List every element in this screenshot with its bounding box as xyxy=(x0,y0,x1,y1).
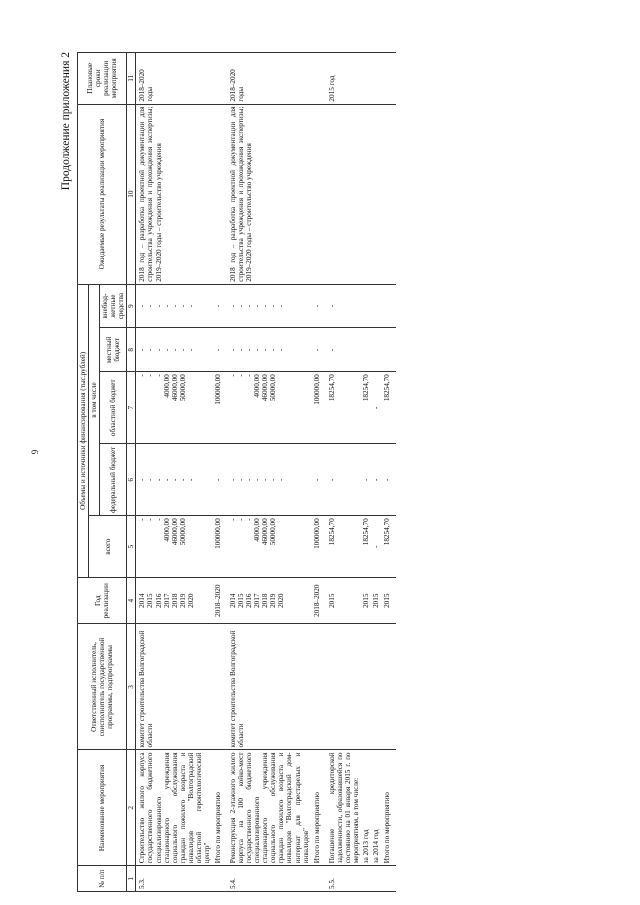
row-number: 5.4. xyxy=(227,866,311,892)
header-local: местный бюджет xyxy=(100,328,127,372)
local-value: - xyxy=(138,348,147,352)
year-value: 2014 xyxy=(138,593,147,608)
row-number: 5.5. xyxy=(326,866,361,892)
federal-value: - xyxy=(277,478,286,481)
local-list xyxy=(227,328,311,372)
year-value: 2016 xyxy=(154,593,163,608)
year-value: 2015 xyxy=(146,593,155,608)
year-value: 2017 xyxy=(253,593,262,608)
column-number: 11 xyxy=(127,53,136,105)
local-value: - xyxy=(237,348,246,352)
federal-value: - xyxy=(138,478,147,481)
column-number: 9 xyxy=(127,284,136,328)
table-row xyxy=(212,53,227,892)
total-local: - xyxy=(212,328,227,372)
extra-value: - xyxy=(146,304,155,308)
column-number: 4 xyxy=(127,578,136,624)
regional-value: 46000,00 xyxy=(261,374,270,402)
extra-value: - xyxy=(261,304,270,308)
total-federal: - xyxy=(212,444,227,516)
federal-value: - xyxy=(237,478,246,481)
total-sum: 100000,00 xyxy=(311,516,326,578)
extra-value: - xyxy=(178,304,187,308)
column-number: 1 xyxy=(127,866,136,892)
federal-value: - xyxy=(269,478,278,481)
extra-value: - xyxy=(138,304,147,308)
total-value: 18254,70 xyxy=(326,516,361,578)
total-label: Итого по мероприятию xyxy=(311,750,326,866)
total-label: Итого по мероприятию xyxy=(381,750,396,866)
executor: комитет строительства Волгоградской области xyxy=(136,624,212,750)
column-number: 5 xyxy=(127,516,136,578)
federal-value: - xyxy=(229,478,237,481)
expected-results: 2018 год – разработка проектной документации для строительства учреждения и прохождения экспертизы; 2019–2020 годы – строительство учреждения xyxy=(227,104,311,284)
local-value: - xyxy=(253,348,262,352)
planned-terms: 2018–2020 годы xyxy=(227,53,311,105)
year-value: 2019 xyxy=(269,593,278,608)
local-value: - xyxy=(178,348,187,352)
extra-list xyxy=(227,284,311,328)
total-sum: 100000,00 xyxy=(212,516,227,578)
total-list xyxy=(227,516,311,578)
regional-value: - xyxy=(154,374,163,377)
regional-value: - xyxy=(237,374,246,377)
regional-value: 4000,00 xyxy=(253,374,262,398)
total-value: 46000,00 xyxy=(261,518,270,546)
extra-value: - xyxy=(170,304,179,308)
regional-list xyxy=(136,372,212,444)
total-value: 46000,00 xyxy=(170,518,179,546)
rotated-sheet xyxy=(60,52,635,892)
total-value: - xyxy=(237,518,246,521)
extra-value: - xyxy=(245,304,254,308)
table-row xyxy=(361,53,371,892)
measure-name: Погашение кредиторской задолженности, образовавшейся по состоянию на 01 января 2015 г. по мероприятиям, в том числе: xyxy=(326,750,361,866)
header-executor: Ответственный исполнитель, соисполнитель государственной программы, подпрограммы xyxy=(78,624,127,750)
regional-value: - xyxy=(146,374,155,377)
federal-list xyxy=(227,444,311,516)
regional-value: - xyxy=(371,372,381,444)
table-row xyxy=(326,53,361,892)
total-value: - xyxy=(146,518,155,521)
local-value: - xyxy=(186,348,195,352)
total-value: - xyxy=(371,516,381,578)
regional-value: 50000,00 xyxy=(178,374,187,402)
year-list xyxy=(227,578,311,624)
federal-value: - xyxy=(186,478,195,481)
expected-results: 2018 год – разработка проектной документации для строительства учреждения и прохождения экспертизы; 2019–2020 годы – строительство учреждения xyxy=(136,104,212,284)
year-value: 2014 xyxy=(229,593,237,608)
federal-value: - xyxy=(178,478,187,481)
header-name: Наименование мероприятия xyxy=(78,750,127,866)
total-value: 50000,00 xyxy=(178,518,187,546)
regional-list xyxy=(227,372,311,444)
total-value: 18254,70 xyxy=(361,516,371,578)
local-value: - xyxy=(245,348,254,352)
header-federal: федеральный бюджет xyxy=(100,444,127,516)
total-federal: - xyxy=(381,444,396,516)
total-year: 2015 xyxy=(381,578,396,624)
federal-value: - xyxy=(154,478,163,481)
column-number-row xyxy=(127,53,136,892)
local-value: - xyxy=(146,348,155,352)
year-value: 2020 xyxy=(186,593,195,608)
total-value: - xyxy=(138,518,147,521)
extra-value: - xyxy=(269,304,278,308)
year-value: 2015 xyxy=(371,578,381,624)
federal-value: - xyxy=(326,444,361,516)
regional-value: 18254,70 xyxy=(361,372,371,444)
local-value: - xyxy=(162,348,171,352)
extra-value: - xyxy=(229,304,237,308)
federal-value: - xyxy=(146,478,155,481)
planned-terms: 2018–2020 годы xyxy=(136,53,212,105)
federal-value: - xyxy=(253,478,262,481)
total-local: - xyxy=(311,328,326,372)
planned-terms: 2015 год xyxy=(326,53,361,105)
total-extra: - xyxy=(212,284,227,328)
sub-label: за 2014 год xyxy=(371,750,381,866)
appendix-title: Продолжение приложения 2 xyxy=(60,52,72,191)
year-value: 2020 xyxy=(277,593,286,608)
total-value: 4000,00 xyxy=(253,518,262,542)
year-value: 2019 xyxy=(178,593,187,608)
header-terms: Плановые сроки реализации мероприятия xyxy=(78,53,127,105)
table-row xyxy=(371,53,381,892)
table-row xyxy=(381,53,396,892)
column-number: 10 xyxy=(127,104,136,284)
row-number: 5.3. xyxy=(136,866,212,892)
total-regional: 100000,00 xyxy=(212,372,227,444)
local-value: - xyxy=(229,348,237,352)
executor: комитет строительства Волгоградской области xyxy=(227,624,311,750)
header-incl: в том числе xyxy=(89,284,100,516)
total-year: 2018–2020 xyxy=(212,578,227,624)
regional-value: - xyxy=(245,374,254,377)
column-number: 6 xyxy=(127,444,136,516)
federal-value: - xyxy=(261,478,270,481)
year-value: 2015 xyxy=(361,578,371,624)
regional-value: - xyxy=(138,374,147,377)
local-list xyxy=(136,328,212,372)
total-value: - xyxy=(229,518,237,521)
total-value: 4000,00 xyxy=(162,518,171,542)
federal-value: - xyxy=(162,478,171,481)
total-value: - xyxy=(154,518,163,521)
year-value: 2016 xyxy=(245,593,254,608)
header-results: Ожидаемые результаты реализации мероприятия xyxy=(78,104,127,284)
regional-value: 50000,00 xyxy=(269,374,278,402)
total-federal: - xyxy=(311,444,326,516)
regional-value: - xyxy=(229,374,237,377)
total-regional: 18254,70 xyxy=(381,372,396,444)
header-year: Год реализации xyxy=(78,578,127,624)
extra-value: - xyxy=(277,304,286,308)
column-number: 2 xyxy=(127,750,136,866)
extra-list xyxy=(136,284,212,328)
extra-value: - xyxy=(326,284,361,328)
federal-value: - xyxy=(361,444,371,516)
total-sum: 18254,70 xyxy=(381,516,396,578)
federal-value: - xyxy=(170,478,179,481)
total-label: Итого по мероприятию xyxy=(212,750,227,866)
local-value: - xyxy=(154,348,163,352)
measure-name: Строительство жилого корпуса государственного бюджетного специализированного стационарного учреждения социального обслуживания граждан пожилого возраста и инвалидов "Волгоградский областной геронтологический центр" xyxy=(136,750,212,866)
local-value: - xyxy=(170,348,179,352)
regional-value: 4000,00 xyxy=(162,374,171,398)
federal-value: - xyxy=(245,478,254,481)
total-extra: - xyxy=(311,284,326,328)
sub-label: за 2013 год xyxy=(361,750,371,866)
regional-value: 18254,70 xyxy=(326,372,361,444)
regional-value: 46000,00 xyxy=(170,374,179,402)
total-regional: 100000,00 xyxy=(311,372,326,444)
header-no: № п/п xyxy=(78,866,127,892)
extra-value: - xyxy=(154,304,163,308)
table-row xyxy=(227,53,311,892)
column-number: 3 xyxy=(127,624,136,750)
local-value: - xyxy=(326,328,361,372)
table-row xyxy=(311,53,326,892)
local-value: - xyxy=(261,348,270,352)
total-list xyxy=(136,516,212,578)
header-finance: Объемы и источники финансирования (тыс.рублей) xyxy=(78,284,89,577)
column-number: 7 xyxy=(127,372,136,444)
header-total: всего xyxy=(89,516,127,578)
table-row xyxy=(136,53,212,892)
program-table xyxy=(77,52,396,892)
federal-value: - xyxy=(371,444,381,516)
year-list xyxy=(136,578,212,624)
year-value: 2015 xyxy=(237,593,246,608)
header-regional: областной бюджет xyxy=(100,372,127,444)
year-value: 2015 xyxy=(326,578,361,624)
year-value: 2017 xyxy=(162,593,171,608)
column-number: 8 xyxy=(127,328,136,372)
header-extra: внебюд-жетные средства xyxy=(100,284,127,328)
total-value: 50000,00 xyxy=(269,518,278,546)
extra-value: - xyxy=(253,304,262,308)
measure-name: Реконструкция 2-этажного жилого корпуса на 100 койко-мест государственного бюджетного специализированного стационарного учреждения социального обслуживания граждан пожилого возраста и инвалидов "Волгоградский дом-интернат для престарелых и инвалидов" xyxy=(227,750,311,866)
local-value: - xyxy=(277,348,286,352)
total-year: 2018–2020 xyxy=(311,578,326,624)
page-number: 9 xyxy=(30,449,40,455)
extra-value: - xyxy=(237,304,246,308)
year-value: 2018 xyxy=(170,593,179,608)
local-value: - xyxy=(269,348,278,352)
extra-value: - xyxy=(162,304,171,308)
extra-value: - xyxy=(186,304,195,308)
total-value: - xyxy=(245,518,254,521)
federal-list xyxy=(136,444,212,516)
year-value: 2018 xyxy=(261,593,270,608)
